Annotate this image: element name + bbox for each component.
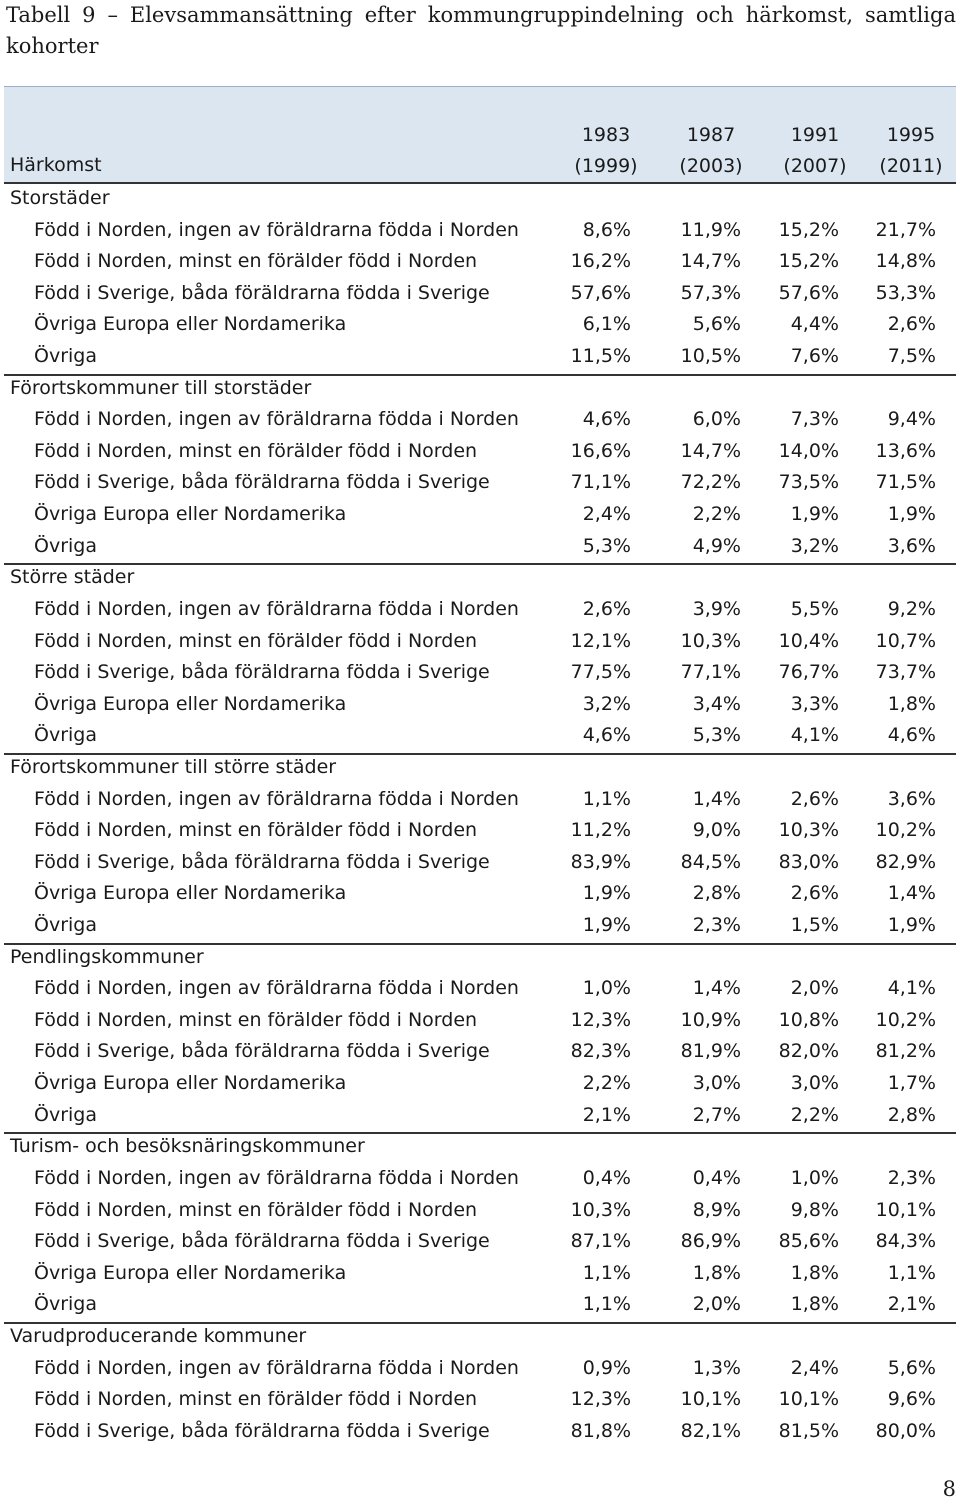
table-cell: 5,6% xyxy=(887,1356,936,1379)
table-cell: 1,4% xyxy=(692,977,741,1000)
row-label: Född i Norden, minst en förälder född i Norden xyxy=(34,250,478,273)
table-cell: 1,1% xyxy=(582,1293,631,1316)
table-cell: 10,7% xyxy=(875,629,936,652)
table-row xyxy=(0,786,960,818)
table-cell: 73,7% xyxy=(875,661,936,684)
table-cell: 7,5% xyxy=(887,345,936,368)
table-cell: 1,9% xyxy=(887,914,936,937)
row-label: Född i Sverige, båda föräldrarna födda i Sverige xyxy=(34,1040,490,1063)
table-row xyxy=(0,1228,960,1260)
table-cell: 5,3% xyxy=(692,724,741,747)
table-row xyxy=(0,406,960,438)
table-cell: 2,0% xyxy=(692,1293,741,1316)
year-sublabel: (2003) xyxy=(679,155,743,177)
table-row xyxy=(0,1260,960,1292)
table-row xyxy=(0,1070,960,1102)
table-cell: 81,2% xyxy=(875,1040,936,1063)
table-row xyxy=(0,1038,960,1070)
column-header-year-1987 xyxy=(656,120,766,182)
row-label: Övriga xyxy=(34,724,97,747)
table-cell: 3,0% xyxy=(692,1072,741,1095)
table-cell: 9,4% xyxy=(887,408,936,431)
table-cell: 2,6% xyxy=(582,597,631,620)
table-cell: 3,4% xyxy=(692,692,741,715)
table-cell: 2,3% xyxy=(887,1166,936,1189)
row-label: Född i Sverige, båda föräldrarna födda i Sverige xyxy=(34,471,490,494)
table-cell: 4,6% xyxy=(582,724,631,747)
table-cell: 1,1% xyxy=(582,787,631,810)
table-cell: 81,5% xyxy=(778,1419,839,1442)
table-row xyxy=(0,1197,960,1229)
group-header-row xyxy=(0,375,960,407)
table-cell: 4,9% xyxy=(692,534,741,557)
table-cell: 1,9% xyxy=(887,503,936,526)
table-row xyxy=(0,1007,960,1039)
table-cell: 2,4% xyxy=(790,1356,839,1379)
group-header-row xyxy=(0,1133,960,1165)
table-row xyxy=(0,817,960,849)
table-cell: 7,6% xyxy=(790,345,839,368)
table-cell: 10,8% xyxy=(778,1008,839,1031)
group-header-row xyxy=(0,185,960,217)
table-cell: 3,6% xyxy=(887,787,936,810)
row-label: Övriga Europa eller Nordamerika xyxy=(34,503,347,526)
table-row xyxy=(0,659,960,691)
table-cell: 1,9% xyxy=(582,882,631,905)
row-label: Född i Norden, ingen av föräldrarna födda i Norden xyxy=(34,787,519,810)
table-row xyxy=(0,1386,960,1418)
table-caption: Tabell 9 – Elevsammansättning efter kommungruppindelning och härkomst, samtliga kohorter xyxy=(6,3,956,58)
table-cell: 4,6% xyxy=(887,724,936,747)
year-label: 1995 xyxy=(886,124,936,146)
row-label: Född i Norden, ingen av föräldrarna födda i Norden xyxy=(34,1166,519,1189)
table-cell: 10,3% xyxy=(570,1198,631,1221)
table-row xyxy=(0,722,960,754)
row-label: Övriga xyxy=(34,534,97,557)
table-row xyxy=(0,311,960,343)
table-cell: 8,9% xyxy=(692,1198,741,1221)
table-row xyxy=(0,975,960,1007)
table-cell: 10,5% xyxy=(680,345,741,368)
table-cell: 57,6% xyxy=(778,281,839,304)
table-cell: 1,8% xyxy=(887,692,936,715)
group-header-row xyxy=(0,944,960,976)
group-label: Varudproducerande kommuner xyxy=(10,1324,307,1347)
table-cell: 0,9% xyxy=(582,1356,631,1379)
table-cell: 4,1% xyxy=(790,724,839,747)
year-label: 1983 xyxy=(581,124,631,146)
table-cell: 5,3% xyxy=(582,534,631,557)
table-cell: 12,3% xyxy=(570,1008,631,1031)
row-label: Född i Norden, ingen av föräldrarna födda i Norden xyxy=(34,977,519,1000)
table-cell: 53,3% xyxy=(875,281,936,304)
row-label: Född i Sverige, båda föräldrarna födda i Sverige xyxy=(34,1419,490,1442)
group-label: Turism- och besöksnäringskommuner xyxy=(10,1135,365,1158)
group-header-row xyxy=(0,754,960,786)
group-label: Större städer xyxy=(10,566,135,589)
table-cell: 11,9% xyxy=(680,218,741,241)
column-header-harkomst: Härkomst xyxy=(10,154,102,176)
table-cell: 86,9% xyxy=(680,1230,741,1253)
group-label: Storstäder xyxy=(10,187,110,209)
table-cell: 76,7% xyxy=(778,661,839,684)
year-sublabel: (1999) xyxy=(574,155,638,177)
table-cell: 10,3% xyxy=(680,629,741,652)
table-cell: 0,4% xyxy=(692,1166,741,1189)
table-cell: 0,4% xyxy=(582,1166,631,1189)
table-cell: 84,3% xyxy=(875,1230,936,1253)
row-label: Född i Norden, minst en förälder född i Norden xyxy=(34,629,478,652)
table-cell: 2,2% xyxy=(790,1103,839,1126)
table-row xyxy=(0,912,960,944)
table-cell: 5,5% xyxy=(790,597,839,620)
table-cell: 2,1% xyxy=(582,1103,631,1126)
row-label: Född i Sverige, båda föräldrarna födda i Sverige xyxy=(34,661,490,684)
table-cell: 4,1% xyxy=(887,977,936,1000)
table-cell: 10,4% xyxy=(778,629,839,652)
table-cell: 2,4% xyxy=(582,503,631,526)
table-cell: 10,3% xyxy=(778,819,839,842)
column-header-year-1991 xyxy=(760,120,870,182)
group-label: Förortskommuner till storstäder xyxy=(10,376,312,399)
table-cell: 82,0% xyxy=(778,1040,839,1063)
table-cell: 21,7% xyxy=(875,218,936,241)
table-cell: 77,5% xyxy=(570,661,631,684)
table-cell: 2,7% xyxy=(692,1103,741,1126)
table-row xyxy=(0,533,960,565)
table-cell: 16,2% xyxy=(570,250,631,273)
table-cell: 77,1% xyxy=(680,661,741,684)
table-cell: 85,6% xyxy=(778,1230,839,1253)
table-cell: 2,2% xyxy=(582,1072,631,1095)
row-label: Övriga Europa eller Nordamerika xyxy=(34,882,347,905)
table-cell: 14,0% xyxy=(778,439,839,462)
table-cell: 6,0% xyxy=(692,408,741,431)
table-cell: 5,6% xyxy=(692,313,741,336)
table-cell: 72,2% xyxy=(680,471,741,494)
table-cell: 2,6% xyxy=(887,313,936,336)
table-cell: 1,4% xyxy=(887,882,936,905)
row-label: Övriga xyxy=(34,345,97,368)
table-cell: 81,8% xyxy=(570,1419,631,1442)
row-label: Övriga Europa eller Nordamerika xyxy=(34,313,347,336)
table-cell: 3,6% xyxy=(887,534,936,557)
row-label: Född i Norden, minst en förälder född i Norden xyxy=(34,1008,478,1031)
table-row xyxy=(0,469,960,501)
table-cell: 1,7% xyxy=(887,1072,936,1095)
table-cell: 12,3% xyxy=(570,1388,631,1411)
table-row xyxy=(0,217,960,249)
table-cell: 9,6% xyxy=(887,1388,936,1411)
row-label: Övriga xyxy=(34,1103,97,1126)
row-label: Född i Sverige, båda föräldrarna födda i Sverige xyxy=(34,281,490,304)
group-label: Förortskommuner till större städer xyxy=(10,755,337,778)
group-header-row xyxy=(0,1323,960,1355)
table-cell: 87,1% xyxy=(570,1230,631,1253)
row-label: Född i Norden, ingen av föräldrarna födda i Norden xyxy=(34,218,519,241)
table-row xyxy=(0,343,960,375)
table-cell: 14,8% xyxy=(875,250,936,273)
table-cell: 1,1% xyxy=(582,1261,631,1284)
table-cell: 1,0% xyxy=(790,1166,839,1189)
table-cell: 10,2% xyxy=(875,819,936,842)
table-cell: 8,6% xyxy=(582,218,631,241)
table-row xyxy=(0,1102,960,1134)
table-row xyxy=(0,880,960,912)
table-cell: 3,0% xyxy=(790,1072,839,1095)
table-cell: 15,2% xyxy=(778,250,839,273)
row-label: Övriga Europa eller Nordamerika xyxy=(34,1072,347,1095)
table-cell: 10,1% xyxy=(778,1388,839,1411)
table-row xyxy=(0,1291,960,1323)
table-row xyxy=(0,691,960,723)
table-cell: 2,3% xyxy=(692,914,741,937)
table-cell: 1,8% xyxy=(692,1261,741,1284)
table-cell: 2,6% xyxy=(790,787,839,810)
table-row xyxy=(0,1355,960,1387)
table-cell: 2,2% xyxy=(692,503,741,526)
table-cell: 4,4% xyxy=(790,313,839,336)
table-cell: 3,2% xyxy=(582,692,631,715)
table-cell: 83,0% xyxy=(778,850,839,873)
row-label: Född i Norden, minst en förälder född i Norden xyxy=(34,1198,478,1221)
table-cell: 16,6% xyxy=(570,439,631,462)
table-cell: 81,9% xyxy=(680,1040,741,1063)
table-cell: 9,0% xyxy=(692,819,741,842)
table-row xyxy=(0,849,960,881)
table-cell: 1,1% xyxy=(887,1261,936,1284)
row-label: Övriga Europa eller Nordamerika xyxy=(34,692,347,715)
table-cell: 14,7% xyxy=(680,250,741,273)
table-cell: 13,6% xyxy=(875,439,936,462)
table-cell: 3,9% xyxy=(692,597,741,620)
table-cell: 1,3% xyxy=(692,1356,741,1379)
row-label: Född i Norden, minst en förälder född i Norden xyxy=(34,819,478,842)
row-label: Född i Norden, minst en förälder född i Norden xyxy=(34,439,478,462)
table-cell: 3,3% xyxy=(790,692,839,715)
table-cell: 9,2% xyxy=(887,597,936,620)
table-row xyxy=(0,501,960,533)
table-cell: 10,9% xyxy=(680,1008,741,1031)
table-cell: 2,8% xyxy=(887,1103,936,1126)
table-cell: 11,5% xyxy=(570,345,631,368)
table-cell: 2,1% xyxy=(887,1293,936,1316)
table-row xyxy=(0,1418,960,1450)
table-cell: 71,5% xyxy=(875,471,936,494)
header-divider xyxy=(4,182,956,184)
table-row xyxy=(0,628,960,660)
table-body xyxy=(0,185,960,1449)
table-cell: 82,3% xyxy=(570,1040,631,1063)
row-label: Född i Norden, ingen av föräldrarna födda i Norden xyxy=(34,408,519,431)
year-sublabel: (2011) xyxy=(879,155,943,177)
group-label: Pendlingskommuner xyxy=(10,945,204,968)
table-cell: 83,9% xyxy=(570,850,631,873)
group-header-row xyxy=(0,564,960,596)
year-sublabel: (2007) xyxy=(783,155,847,177)
table-cell: 71,1% xyxy=(570,471,631,494)
table-cell: 6,1% xyxy=(582,313,631,336)
table-cell: 1,9% xyxy=(790,503,839,526)
row-label: Övriga xyxy=(34,914,97,937)
table-cell: 2,0% xyxy=(790,977,839,1000)
table-cell: 1,0% xyxy=(582,977,631,1000)
table-cell: 84,5% xyxy=(680,850,741,873)
row-label: Född i Sverige, båda föräldrarna födda i Sverige xyxy=(34,1230,490,1253)
table-cell: 2,6% xyxy=(790,882,839,905)
column-header-year-1995 xyxy=(856,120,960,182)
table-cell: 3,2% xyxy=(790,534,839,557)
column-header-year-1983 xyxy=(551,120,661,182)
row-label: Född i Norden, minst en förälder född i Norden xyxy=(34,1388,478,1411)
row-label: Född i Sverige, båda föräldrarna födda i Sverige xyxy=(34,850,490,873)
table-cell: 11,2% xyxy=(570,819,631,842)
table-cell: 15,2% xyxy=(778,218,839,241)
table-cell: 14,7% xyxy=(680,439,741,462)
table-row xyxy=(0,248,960,280)
row-label: Övriga xyxy=(34,1293,97,1316)
table-cell: 1,8% xyxy=(790,1293,839,1316)
table-cell: 73,5% xyxy=(778,471,839,494)
table-cell: 2,8% xyxy=(692,882,741,905)
year-label: 1991 xyxy=(790,124,840,146)
table-cell: 12,1% xyxy=(570,629,631,652)
table-cell: 57,3% xyxy=(680,281,741,304)
table-row xyxy=(0,438,960,470)
table-cell: 10,1% xyxy=(680,1388,741,1411)
table-row xyxy=(0,596,960,628)
table-cell: 1,9% xyxy=(582,914,631,937)
table-cell: 1,5% xyxy=(790,914,839,937)
table-cell: 82,1% xyxy=(680,1419,741,1442)
year-label: 1987 xyxy=(686,124,736,146)
table-cell: 9,8% xyxy=(790,1198,839,1221)
table-cell: 57,6% xyxy=(570,281,631,304)
table-row xyxy=(0,1165,960,1197)
row-label: Övriga Europa eller Nordamerika xyxy=(34,1261,347,1284)
table-cell: 1,4% xyxy=(692,787,741,810)
table-cell: 10,2% xyxy=(875,1008,936,1031)
row-label: Född i Norden, ingen av föräldrarna födda i Norden xyxy=(34,597,519,620)
row-label: Född i Norden, ingen av föräldrarna födda i Norden xyxy=(34,1356,519,1379)
table-cell: 4,6% xyxy=(582,408,631,431)
table-cell: 10,1% xyxy=(875,1198,936,1221)
table-cell: 80,0% xyxy=(875,1419,936,1442)
page-number: 8 xyxy=(942,1477,956,1501)
table-cell: 1,8% xyxy=(790,1261,839,1284)
table-cell: 82,9% xyxy=(875,850,936,873)
table-row xyxy=(0,280,960,312)
table-cell: 7,3% xyxy=(790,408,839,431)
